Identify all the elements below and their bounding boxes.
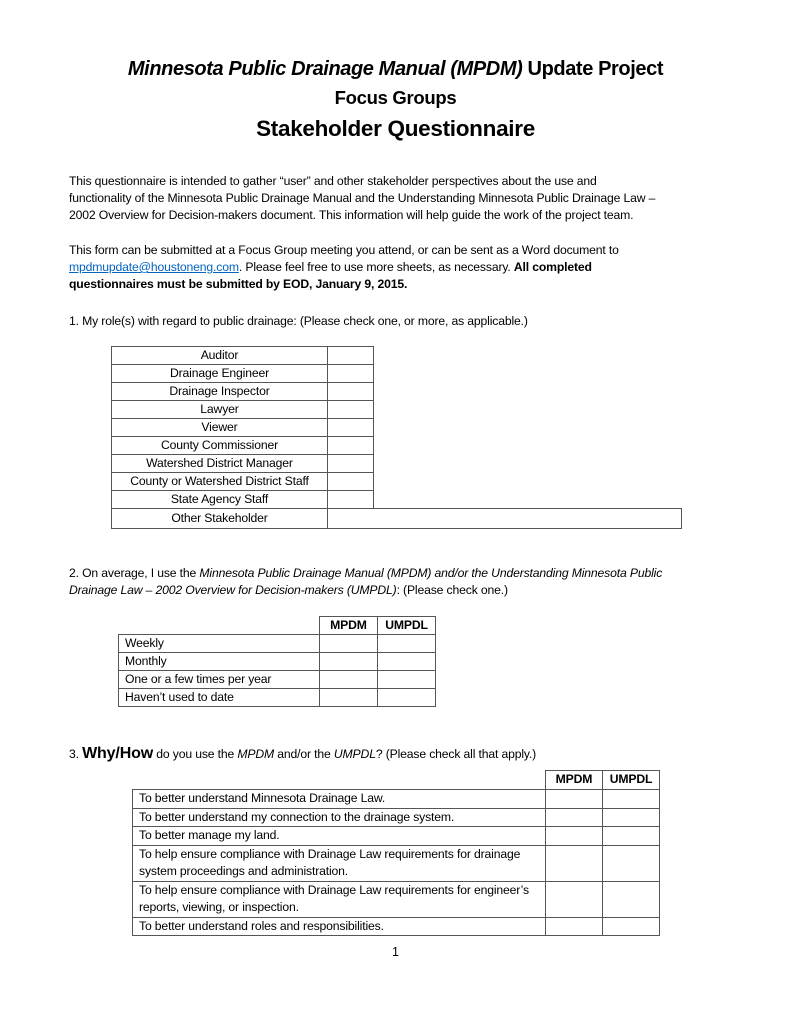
mpdm-checkbox[interactable]	[546, 827, 603, 846]
reason-label: To help ensure compliance with Drainage Law requirements for drainage system proceedings and administration.	[133, 845, 546, 881]
frequency-label: Monthly	[119, 653, 320, 671]
mpdm-checkbox[interactable]	[320, 689, 378, 707]
table-row	[112, 491, 374, 509]
submission-text: . Please feel free to use more sheets, as necessary.	[238, 260, 514, 274]
table-row	[119, 689, 436, 707]
table-row	[112, 473, 374, 491]
role-checkbox[interactable]	[328, 491, 374, 509]
umpdl-checkbox[interactable]	[378, 635, 436, 653]
submission-paragraph	[69, 242, 749, 293]
submission-line-2	[69, 259, 749, 276]
q3-italic-mpdm: MPDM	[237, 747, 275, 761]
q3-emphasis: Why/How	[82, 745, 154, 762]
q3-text: ? (Please check all that apply.)	[375, 747, 537, 761]
blank-header	[133, 771, 546, 790]
q2-italic-b: Drainage Law – 2002 Overview for Decision-makers (UMPDL)	[69, 583, 397, 597]
question-3-prompt	[69, 745, 536, 763]
table-row	[133, 881, 660, 917]
table-header-row	[133, 771, 660, 790]
table-row	[133, 845, 660, 881]
column-header-umpdl: UMPDL	[378, 617, 436, 635]
mpdm-checkbox[interactable]	[320, 653, 378, 671]
role-label: State Agency Staff	[112, 491, 328, 509]
question-2-line	[69, 565, 749, 582]
role-label: County Commissioner	[112, 437, 328, 455]
intro-line: 2002 Overview for Decision-makers document. This information will help guide the work of the project team.	[69, 208, 634, 222]
intro-line: functionality of the Minnesota Public Drainage Manual and the Understanding Minnesota Public Drainage Law –	[69, 191, 656, 205]
q2-italic-a: Minnesota Public Drainage Manual (MPDM) and/or the Understanding Minnesota Public	[199, 566, 663, 580]
blank-header	[119, 617, 320, 635]
reason-label: To help ensure compliance with Drainage Law requirements for engineer’s reports, viewing, or inspection.	[133, 881, 546, 917]
table-row	[112, 437, 374, 455]
other-stakeholder-input[interactable]	[328, 509, 682, 529]
mpdm-checkbox[interactable]	[320, 635, 378, 653]
table-row	[133, 808, 660, 827]
document-title	[0, 56, 791, 82]
table-row	[112, 347, 374, 365]
table-row	[112, 365, 374, 383]
mpdm-checkbox[interactable]	[546, 881, 603, 917]
document-subtitle: Focus Groups	[334, 87, 457, 108]
role-checkbox[interactable]	[328, 347, 374, 365]
role-label: Watershed District Manager	[112, 455, 328, 473]
roles-table	[111, 346, 374, 509]
umpdl-checkbox[interactable]	[603, 827, 660, 846]
question-2-line	[69, 582, 749, 599]
question-2-prompt	[69, 565, 749, 599]
role-checkbox[interactable]	[328, 365, 374, 383]
table-row	[133, 827, 660, 846]
frequency-label: Weekly	[119, 635, 320, 653]
question-1-prompt: 1. My role(s) with regard to public drainage: (Please check one, or more, as applicable.)	[69, 314, 528, 328]
reason-label: To better understand roles and responsibilities.	[133, 917, 546, 936]
submission-line: This form can be submitted at a Focus Group meeting you attend, or can be sent as a Word document to	[69, 243, 619, 257]
title-italic: Minnesota Public Drainage Manual (MPDM)	[127, 58, 523, 80]
umpdl-checkbox[interactable]	[603, 881, 660, 917]
deadline-text-a: All completed	[513, 260, 592, 274]
role-label: Other Stakeholder	[112, 509, 328, 529]
umpdl-checkbox[interactable]	[378, 689, 436, 707]
table-row	[112, 401, 374, 419]
mpdm-checkbox[interactable]	[546, 790, 603, 809]
mpdm-checkbox[interactable]	[320, 671, 378, 689]
mpdm-checkbox[interactable]	[546, 845, 603, 881]
q3-text: do you use the	[153, 747, 238, 761]
umpdl-checkbox[interactable]	[378, 653, 436, 671]
role-checkbox[interactable]	[328, 401, 374, 419]
usage-reasons-table	[132, 770, 660, 936]
role-checkbox[interactable]	[328, 437, 374, 455]
table-row	[133, 790, 660, 809]
q3-italic-umpdl: UMPDL	[333, 747, 376, 761]
role-label: Viewer	[112, 419, 328, 437]
role-checkbox[interactable]	[328, 455, 374, 473]
deadline-text-b: questionnaires must be submitted by EOD, January 9, 2015.	[69, 277, 408, 291]
role-checkbox[interactable]	[328, 419, 374, 437]
column-header-mpdm: MPDM	[320, 617, 378, 635]
table-row	[133, 917, 660, 936]
q3-number: 3.	[69, 747, 83, 761]
title-rest: Update Project	[522, 58, 664, 80]
role-label: Drainage Engineer	[112, 365, 328, 383]
intro-line: This questionnaire is intended to gather “user” and other stakeholder perspectives about the use and	[69, 174, 597, 188]
role-label: County or Watershed District Staff	[112, 473, 328, 491]
table-row	[119, 653, 436, 671]
q2-suffix: : (Please check one.)	[396, 583, 508, 597]
q3-text: and/or the	[274, 747, 334, 761]
umpdl-checkbox[interactable]	[603, 845, 660, 881]
umpdl-checkbox[interactable]	[378, 671, 436, 689]
umpdl-checkbox[interactable]	[603, 790, 660, 809]
email-link[interactable]: mpdmupdate@houstoneng.com	[69, 260, 239, 274]
role-checkbox[interactable]	[328, 473, 374, 491]
role-label: Lawyer	[112, 401, 328, 419]
submission-line-3	[69, 276, 749, 293]
table-row	[112, 383, 374, 401]
role-label: Drainage Inspector	[112, 383, 328, 401]
frequency-label: One or a few times per year	[119, 671, 320, 689]
other-stakeholder-table	[111, 508, 682, 529]
usage-frequency-table	[118, 616, 436, 707]
mpdm-checkbox[interactable]	[546, 808, 603, 827]
column-header-mpdm: MPDM	[546, 771, 603, 790]
document-heading: Stakeholder Questionnaire	[256, 116, 535, 141]
frequency-label: Haven’t used to date	[119, 689, 320, 707]
reason-label: To better understand my connection to the drainage system.	[133, 808, 546, 827]
umpdl-checkbox[interactable]	[603, 808, 660, 827]
page-number: 1	[392, 945, 399, 959]
reason-label: To better manage my land.	[133, 827, 546, 846]
intro-paragraph	[69, 173, 749, 224]
reason-label: To better understand Minnesota Drainage Law.	[133, 790, 546, 809]
table-row	[112, 419, 374, 437]
mpdm-checkbox[interactable]	[546, 917, 603, 936]
table-row	[119, 671, 436, 689]
q2-prefix: 2. On average, I use the	[69, 566, 200, 580]
umpdl-checkbox[interactable]	[603, 917, 660, 936]
role-checkbox[interactable]	[328, 383, 374, 401]
column-header-umpdl: UMPDL	[603, 771, 660, 790]
table-header-row	[119, 617, 436, 635]
role-label: Auditor	[112, 347, 328, 365]
table-row	[112, 455, 374, 473]
table-row	[112, 509, 682, 529]
table-row	[119, 635, 436, 653]
